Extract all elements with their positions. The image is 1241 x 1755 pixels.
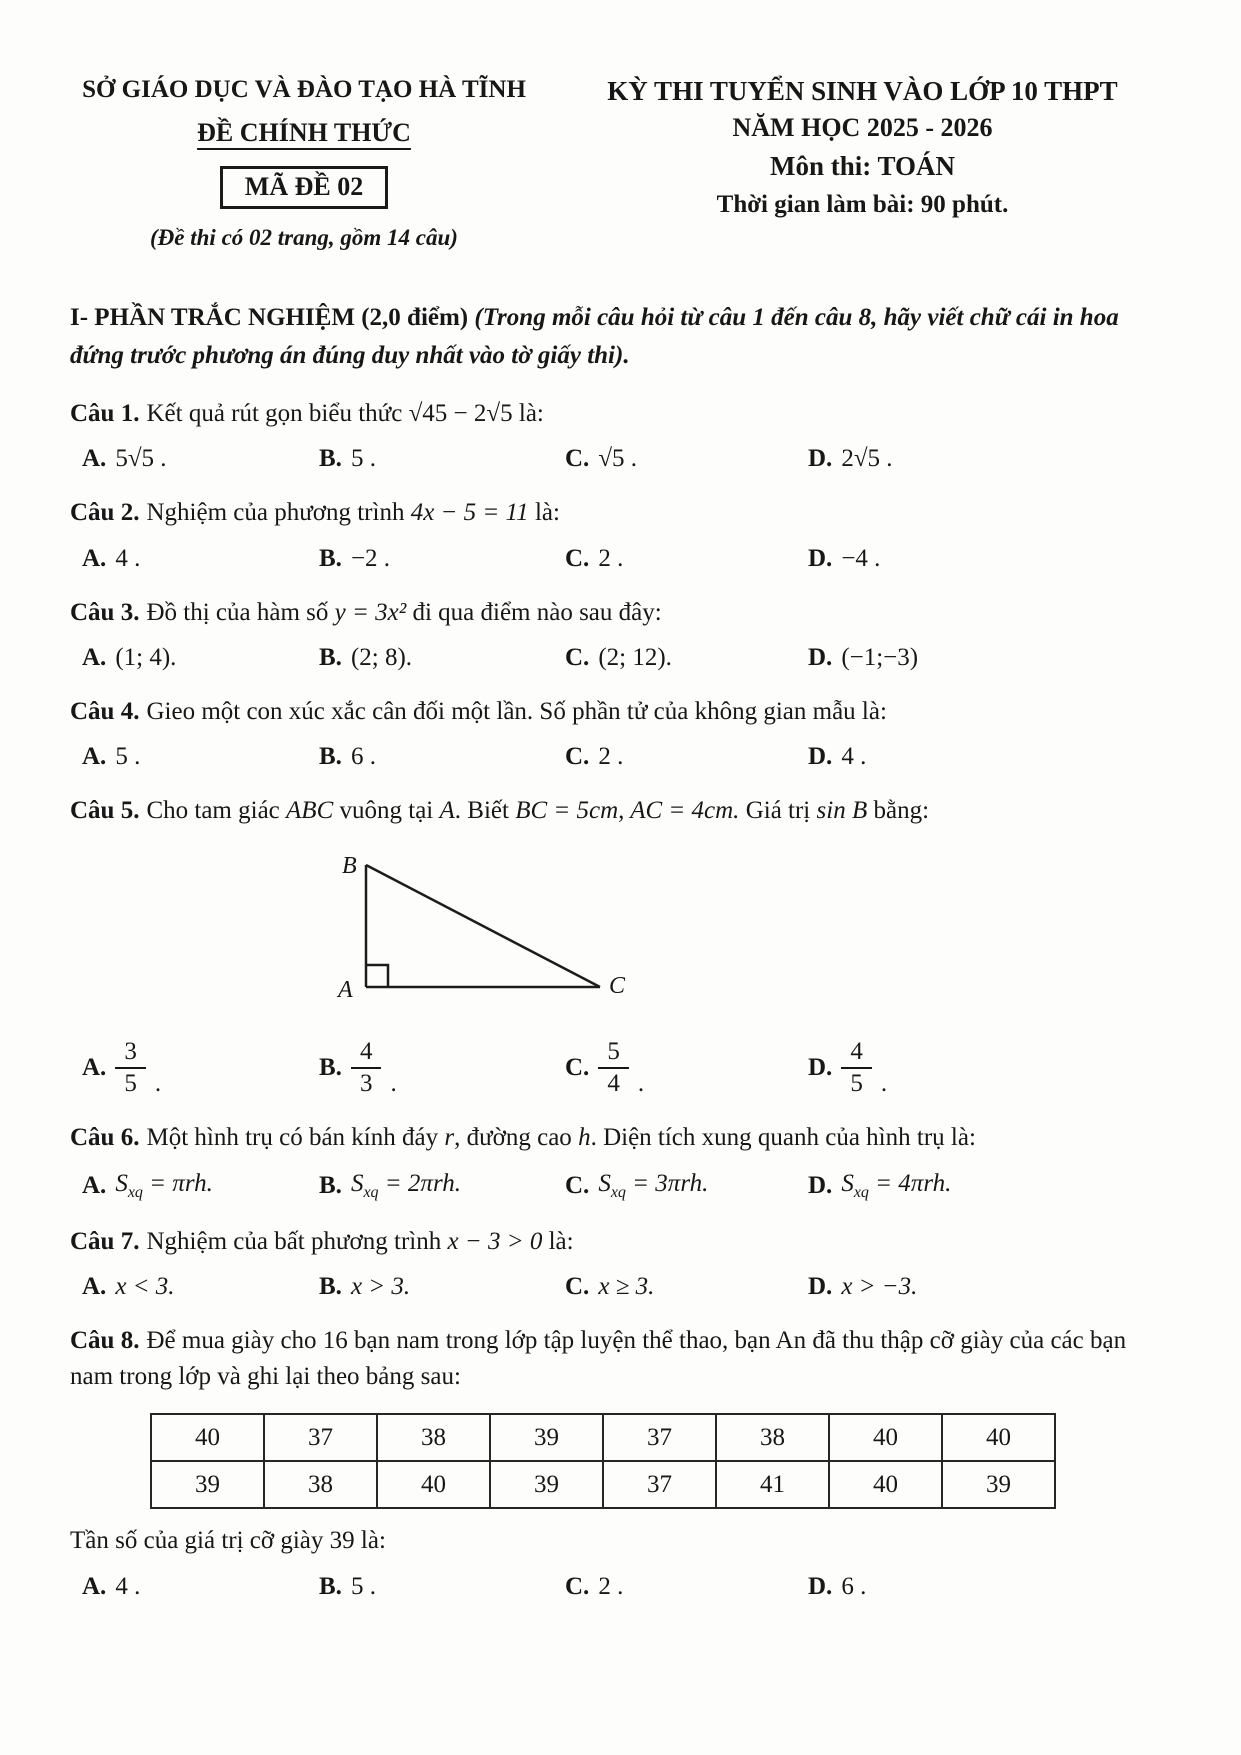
subscript-xq: xq: [610, 1183, 626, 1201]
vertex-label-c: C: [609, 973, 626, 1000]
option-value: (1; 4).: [115, 643, 177, 671]
option-letter: D.: [808, 1572, 833, 1600]
option-suffix: .: [154, 1070, 162, 1098]
option-letter: C.: [565, 1054, 590, 1082]
question-4-option-a: [82, 743, 319, 771]
option-letter: B.: [319, 643, 342, 671]
option-letter: B.: [319, 544, 342, 572]
fraction-denominator: 4: [607, 1070, 620, 1098]
exam-header: [70, 76, 1173, 251]
vertex-label-b: B: [342, 853, 357, 880]
option-value: √5 .: [598, 445, 638, 473]
question-1-text: Kết quả rút gọn biểu thức: [146, 400, 409, 427]
question-7-text-after: là:: [542, 1227, 574, 1255]
question-5-math-sinb: sin B: [816, 797, 868, 824]
option-value: [598, 1170, 708, 1202]
question-5: [70, 793, 1173, 829]
expression: = 3πrh.: [625, 1169, 709, 1197]
table-cell: 39: [151, 1461, 264, 1508]
header-left: [70, 76, 538, 251]
symbol-s: S: [841, 1169, 854, 1197]
question-6-label: Câu 6.: [70, 1124, 140, 1152]
question-5-math-abc: ABC: [286, 797, 334, 824]
question-5-text-after: bằng:: [867, 797, 930, 824]
question-7-math: x − 3 > 0: [447, 1227, 543, 1255]
question-5-text3: . Biết: [454, 797, 516, 824]
question-3: [70, 595, 1173, 631]
question-4-options: [70, 743, 1173, 771]
official-exam-label: ĐỀ CHÍNH THỨC: [197, 118, 411, 147]
question-4: [70, 694, 1173, 730]
option-value: (2; 12).: [598, 643, 672, 671]
expression: = 4πrh.: [868, 1169, 952, 1197]
option-letter: D.: [808, 445, 833, 473]
question-7-options: [70, 1273, 1173, 1301]
question-7-text: Nghiệm của bất phương trình: [146, 1227, 448, 1255]
question-5-figure: [328, 845, 1173, 1018]
symbol-s: S: [115, 1169, 128, 1197]
question-2: [70, 495, 1173, 531]
right-angle-marker: [366, 965, 388, 987]
question-6-option-b: [319, 1170, 565, 1202]
option-letter: B.: [319, 1272, 342, 1300]
symbol-s: S: [350, 1169, 364, 1197]
duration-line: Thời gian làm bài: 90 phút.: [716, 191, 1009, 218]
question-3-option-a: [82, 644, 319, 672]
option-value: 6 .: [350, 743, 376, 770]
table-cell: 37: [603, 1461, 716, 1508]
option-value: [841, 1170, 951, 1202]
option-letter: D.: [808, 643, 833, 671]
subscript-xq: xq: [127, 1183, 143, 1201]
triangle-hypotenuse-bc: [366, 865, 600, 987]
option-value: −4 .: [841, 544, 881, 572]
option-letter: C.: [565, 544, 590, 572]
question-3-math: y = 3x²: [334, 598, 407, 626]
option-letter: B.: [319, 1054, 342, 1082]
question-8-text2: Tần số của giá trị cỡ giày 39 là:: [70, 1527, 386, 1555]
question-2-option-c: [565, 545, 808, 573]
option-suffix: .: [637, 1070, 645, 1098]
fraction: [351, 1038, 382, 1098]
option-value: 5 .: [350, 445, 376, 473]
option-letter: A.: [82, 1572, 107, 1600]
option-suffix: .: [390, 1070, 397, 1098]
subscript-xq: xq: [853, 1183, 869, 1201]
question-5-options: [70, 1038, 1173, 1098]
table-cell: 37: [264, 1414, 377, 1461]
fraction: [115, 1038, 146, 1098]
question-8: [70, 1323, 1173, 1396]
option-value: 2 .: [598, 544, 624, 572]
question-8-option-b: [319, 1573, 565, 1601]
fraction-numerator: 4: [841, 1038, 872, 1069]
question-6-text: Một hình trụ có bán kính đáy: [146, 1124, 445, 1152]
option-value: 4 .: [115, 544, 141, 572]
exam-title: KỲ THI TUYỂN SINH VÀO LỚP 10 THPT: [607, 76, 1118, 106]
question-6-text-after: . Diện tích xung quanh của hình trụ là:: [590, 1124, 976, 1152]
option-letter: A.: [82, 643, 107, 671]
option-letter: A.: [82, 445, 107, 473]
option-value: 4 .: [115, 1572, 141, 1600]
fraction: [841, 1038, 872, 1098]
option-suffix: .: [880, 1070, 888, 1098]
question-5-math-sides: BC = 5cm, AC = 4cm.: [515, 797, 740, 824]
table-cell: 40: [829, 1414, 942, 1461]
option-value: x ≥ 3.: [598, 1272, 655, 1300]
option-letter: D.: [808, 1171, 833, 1199]
question-1-option-d: [808, 445, 1173, 473]
table-cell: 40: [942, 1414, 1055, 1461]
question-8-option-c: [565, 1573, 808, 1601]
question-8-text: Để mua giày cho 16 bạn nam trong lớp tập luyện thể thao, bạn An đã thu thập cỡ giày của các bạn nam trong lớp và ghi lại theo bảng sau:: [70, 1326, 1133, 1390]
question-5-label: Câu 5.: [70, 797, 140, 824]
symbol-s: S: [598, 1169, 611, 1197]
question-5-option-c: [565, 1038, 808, 1098]
question-1-option-b: [319, 445, 565, 473]
question-5-text2: vuông tại: [333, 797, 440, 824]
option-value: [351, 1170, 461, 1202]
option-letter: B.: [319, 1572, 342, 1600]
option-value: 6 .: [841, 1572, 867, 1600]
question-5-option-d: [808, 1038, 1173, 1098]
table-cell: 41: [716, 1461, 829, 1508]
question-6-math-r: r: [444, 1124, 455, 1152]
expression: = 2πrh.: [378, 1169, 461, 1197]
table-cell: 39: [490, 1461, 603, 1508]
page-count-note: (Đề thi có 02 trang, gồm 14 câu): [150, 225, 458, 250]
option-letter: B.: [319, 445, 342, 473]
option-letter: A.: [82, 544, 107, 572]
right-triangle-figure: [328, 845, 638, 1013]
option-letter: A.: [82, 1171, 107, 1199]
option-value: 5√5 .: [115, 445, 167, 473]
question-2-label: Câu 2.: [70, 499, 140, 527]
table-cell: 40: [151, 1414, 264, 1461]
option-value: 2√5 .: [841, 445, 893, 473]
table-cell: 38: [377, 1414, 490, 1461]
question-2-option-a: [82, 545, 319, 573]
question-3-label: Câu 3.: [70, 598, 140, 626]
school-year: NĂM HỌC 2025 - 2026: [732, 113, 993, 142]
question-6-text2: , đường cao: [454, 1124, 579, 1152]
question-3-option-c: [565, 644, 808, 672]
vertex-label-a: A: [338, 977, 353, 1004]
question-5-option-b: [319, 1038, 565, 1098]
option-letter: D.: [808, 743, 833, 770]
question-2-math: 4x − 5 = 11: [410, 499, 529, 527]
option-value: 2 .: [598, 1572, 624, 1600]
option-value: 5 .: [350, 1572, 376, 1600]
option-value: (−1;−3): [841, 643, 919, 671]
question-4-option-d: [808, 743, 1173, 771]
option-letter: A.: [82, 1272, 107, 1300]
option-letter: C.: [565, 643, 590, 671]
fraction: [598, 1038, 629, 1098]
section-1-title: I- PHẦN TRẮC NGHIỆM (2,0 điểm): [70, 304, 475, 331]
question-3-text: Đồ thị của hàm số: [146, 598, 335, 626]
question-5-text4: Giá trị: [739, 797, 817, 824]
question-4-text: Gieo một con xúc xắc cân đối một lần. Số phần tử của không gian mẫu là:: [146, 697, 887, 725]
question-3-text-after: đi qua điểm nào sau đây:: [406, 598, 662, 626]
question-2-text-after: là:: [528, 499, 560, 527]
question-7-option-c: [565, 1273, 808, 1301]
question-7-option-d: [808, 1273, 1173, 1301]
option-letter: C.: [565, 1572, 590, 1600]
fraction-denominator: 3: [359, 1070, 373, 1098]
question-6-option-d: [808, 1170, 1173, 1202]
option-value: 5 .: [115, 743, 141, 770]
question-3-option-b: [319, 644, 565, 672]
header-right: [538, 76, 1173, 251]
option-letter: C.: [565, 743, 590, 770]
expression: = πrh.: [142, 1169, 213, 1197]
option-letter: D.: [808, 1054, 833, 1082]
question-1-math: √45 − 2√5: [408, 400, 513, 427]
question-2-options: [70, 545, 1173, 573]
table-row: [151, 1461, 1055, 1508]
option-letter: D.: [808, 544, 833, 572]
table-cell: 40: [829, 1461, 942, 1508]
fraction-numerator: 5: [598, 1038, 629, 1069]
question-4-label: Câu 4.: [70, 697, 140, 725]
option-value: x < 3.: [115, 1272, 175, 1300]
question-1-options: [70, 445, 1173, 473]
question-1-label: Câu 1.: [70, 400, 140, 427]
question-1-option-a: [82, 445, 319, 473]
option-letter: A.: [82, 1054, 107, 1082]
question-7-option-a: [82, 1273, 319, 1301]
question-5-text: Cho tam giác: [146, 797, 287, 824]
option-value: x > 3.: [350, 1272, 411, 1300]
question-1-option-c: [565, 445, 808, 473]
fraction-numerator: 4: [351, 1038, 382, 1069]
question-2-option-b: [319, 545, 565, 573]
option-letter: A.: [82, 743, 107, 770]
question-6-math-h: h: [578, 1124, 591, 1152]
fraction-denominator: 5: [850, 1070, 863, 1098]
shoe-size-table: [150, 1413, 1056, 1509]
option-value: [115, 1170, 213, 1202]
option-value: 4 .: [841, 743, 867, 770]
option-letter: D.: [808, 1272, 833, 1300]
fraction-numerator: 3: [115, 1038, 146, 1069]
question-7-option-b: [319, 1273, 565, 1301]
question-6-option-c: [565, 1170, 808, 1202]
question-3-option-d: [808, 644, 1173, 672]
section-1-instruction: (Trong mỗi câu hỏi từ câu 1 đến câu 8, hãy viết chữ cái in hoa đứng trước phương án đúng duy nhất vào tờ giấy thi).: [70, 304, 1119, 369]
option-letter: B.: [319, 743, 342, 770]
table-row: [151, 1414, 1055, 1461]
option-value: −2 .: [350, 544, 391, 572]
question-4-option-c: [565, 743, 808, 771]
table-cell: 40: [377, 1461, 490, 1508]
section-1-heading: [70, 299, 1173, 374]
question-3-options: [70, 644, 1173, 672]
question-4-option-b: [319, 743, 565, 771]
table-cell: 37: [603, 1414, 716, 1461]
option-letter: C.: [565, 445, 590, 473]
table-cell: 39: [490, 1414, 603, 1461]
question-1: [70, 396, 1173, 432]
subject-line: Môn thi: TOÁN: [769, 151, 956, 181]
question-5-math-a: A: [439, 797, 455, 824]
question-2-option-d: [808, 545, 1173, 573]
question-6: [70, 1120, 1173, 1156]
question-2-text: Nghiệm của phương trình: [146, 499, 411, 527]
department-name: SỞ GIÁO DỤC VÀ ĐÀO TẠO HÀ TĨNH: [82, 76, 526, 103]
question-8-label: Câu 8.: [70, 1326, 140, 1354]
table-cell: 38: [716, 1414, 829, 1461]
option-letter: C.: [565, 1171, 590, 1199]
question-6-options: [70, 1170, 1173, 1202]
question-8-options: [70, 1573, 1173, 1601]
question-6-option-a: [82, 1170, 319, 1202]
question-8-option-a: [82, 1573, 319, 1601]
table-cell: 39: [942, 1461, 1055, 1508]
subscript-xq: xq: [363, 1183, 379, 1201]
exam-code-box: MÃ ĐỀ 02: [220, 166, 388, 209]
exam-code-box-wrap: [70, 166, 538, 209]
option-letter: B.: [319, 1171, 342, 1199]
option-letter: C.: [565, 1272, 590, 1300]
option-value: (2; 8).: [350, 643, 413, 671]
question-8-option-d: [808, 1573, 1173, 1601]
question-7-label: Câu 7.: [70, 1227, 140, 1255]
question-5-option-a: [82, 1038, 319, 1098]
question-1-text-after: là:: [512, 400, 544, 427]
option-value: x > −3.: [841, 1272, 918, 1300]
table-cell: 38: [264, 1461, 377, 1508]
option-value: 2 .: [598, 743, 624, 770]
fraction-denominator: 5: [124, 1070, 137, 1098]
question-7: [70, 1224, 1173, 1260]
